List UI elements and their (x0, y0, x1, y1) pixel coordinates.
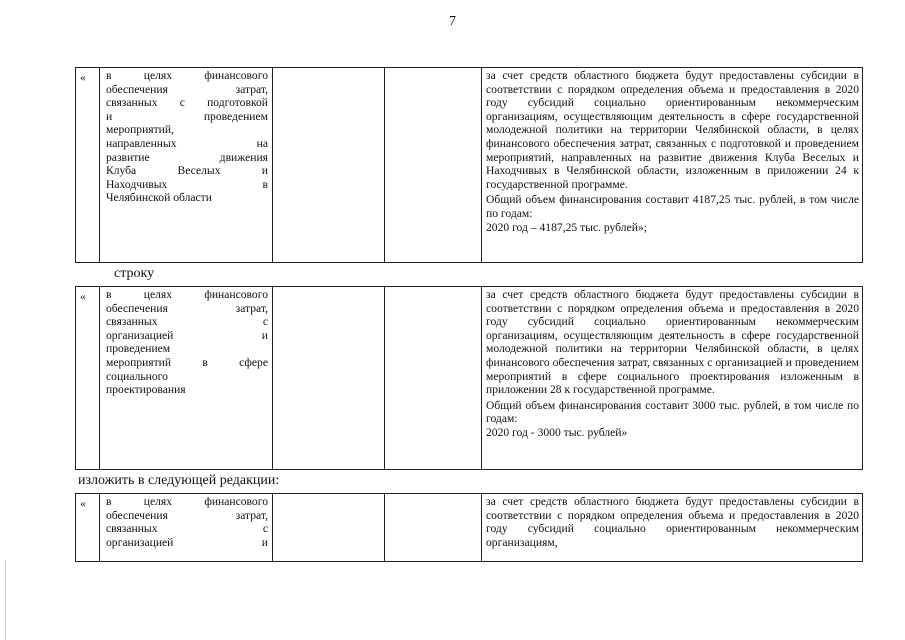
purpose-line: Находчивых в (106, 177, 268, 191)
purpose-line: в целях финансового (106, 69, 268, 82)
purpose-line: связанных с (106, 522, 268, 536)
purpose-line: Челябинской области (106, 191, 212, 205)
purpose-line: и проведением (106, 109, 268, 123)
purpose-line: обеспечения затрат, (106, 301, 268, 315)
purpose-cell (100, 494, 273, 562)
table-row (76, 68, 863, 263)
purpose-line: проведением (106, 342, 171, 356)
empty-cell (273, 494, 385, 562)
purpose-cell (100, 287, 273, 470)
label-izlozhit: изложить в следующей редакции: (78, 473, 280, 488)
description-text: за счет средств областного бюджета будут предоставлены субсидии в соответствии с порядком определения объема и предоставления в 2020 году субсидий социально ориентированным некоммерческим организациям, (486, 495, 859, 549)
quote-cell: « (76, 287, 100, 470)
table-row (76, 494, 863, 562)
empty-cell (273, 287, 385, 470)
empty-cell (385, 287, 482, 470)
purpose-cell (100, 68, 273, 263)
page-number: 7 (449, 14, 456, 29)
purpose-line: в целях финансового (106, 495, 268, 508)
purpose-line: направленных на (106, 136, 268, 150)
purpose-line: мероприятий в сфере (106, 355, 268, 369)
description-cell (482, 287, 863, 470)
purpose-line: обеспечения затрат, (106, 82, 268, 96)
empty-cell (385, 494, 482, 562)
purpose-line: мероприятий, (106, 123, 174, 137)
scan-artifact (5, 560, 6, 640)
year-text: 2020 год – 4187,25 тыс. рублей»; (486, 220, 647, 234)
purpose-line: организацией и (106, 535, 268, 549)
description-cell (482, 494, 863, 562)
purpose-line: Клуба Веселых и (106, 164, 268, 178)
purpose-line: в целях финансового (106, 288, 268, 301)
quote-cell: « (76, 68, 100, 263)
purpose-line: обеспечения затрат, (106, 508, 268, 522)
purpose-line: проектирования (106, 383, 186, 397)
empty-cell (385, 68, 482, 263)
purpose-line: развитие движения (106, 150, 268, 164)
financing-text: Общий объем финансирования составит 3000 тыс. рублей, в том числе по годам: (486, 398, 859, 426)
purpose-line: организацией и (106, 328, 268, 342)
table-row (76, 287, 863, 470)
program-table-3 (75, 493, 863, 562)
purpose-line: связанных с (106, 315, 268, 329)
description-text: за счет средств областного бюджета будут предоставлены субсидии в соответствии с порядком определения объема и предоставления в 2020 году субсидий социально ориентированным некоммерческим организациям, осуществляющим деятельность в сфере государственной молодежной политики на территории Челябинской области, в целях финансового обеспечения затрат, связанных с организацией и проведением мероприятий в сфере социального проектирования изложенным в приложении 28 к государственной программе. (486, 288, 859, 397)
program-table-2 (75, 286, 863, 470)
label-stroku: строку (114, 266, 155, 281)
description-text: за счет средств областного бюджета будут предоставлены субсидии в соответствии с порядком определения объема и предоставления в 2020 году субсидий социально ориентированным некоммерческим организациям, осуществляющим деятельность в сфере государственной молодежной политики на территории Челябинской области, в целях финансового обеспечения затрат, связанных с подготовкой и проведением мероприятий, направленных на развитие движения Клуба Веселых и Находчивых в Челябинской области, изложенным в приложении 24 к государственной программе. (486, 69, 859, 191)
purpose-line: связанных с подготовкой (106, 96, 268, 110)
description-cell (482, 68, 863, 263)
empty-cell (273, 68, 385, 263)
quote-cell: « (76, 494, 100, 562)
year-text: 2020 год - 3000 тыс. рублей» (486, 425, 628, 439)
purpose-line: социального (106, 369, 168, 383)
program-table-1 (75, 67, 863, 263)
financing-text: Общий объем финансирования составит 4187,25 тыс. рублей, в том числе по годам: (486, 193, 859, 220)
